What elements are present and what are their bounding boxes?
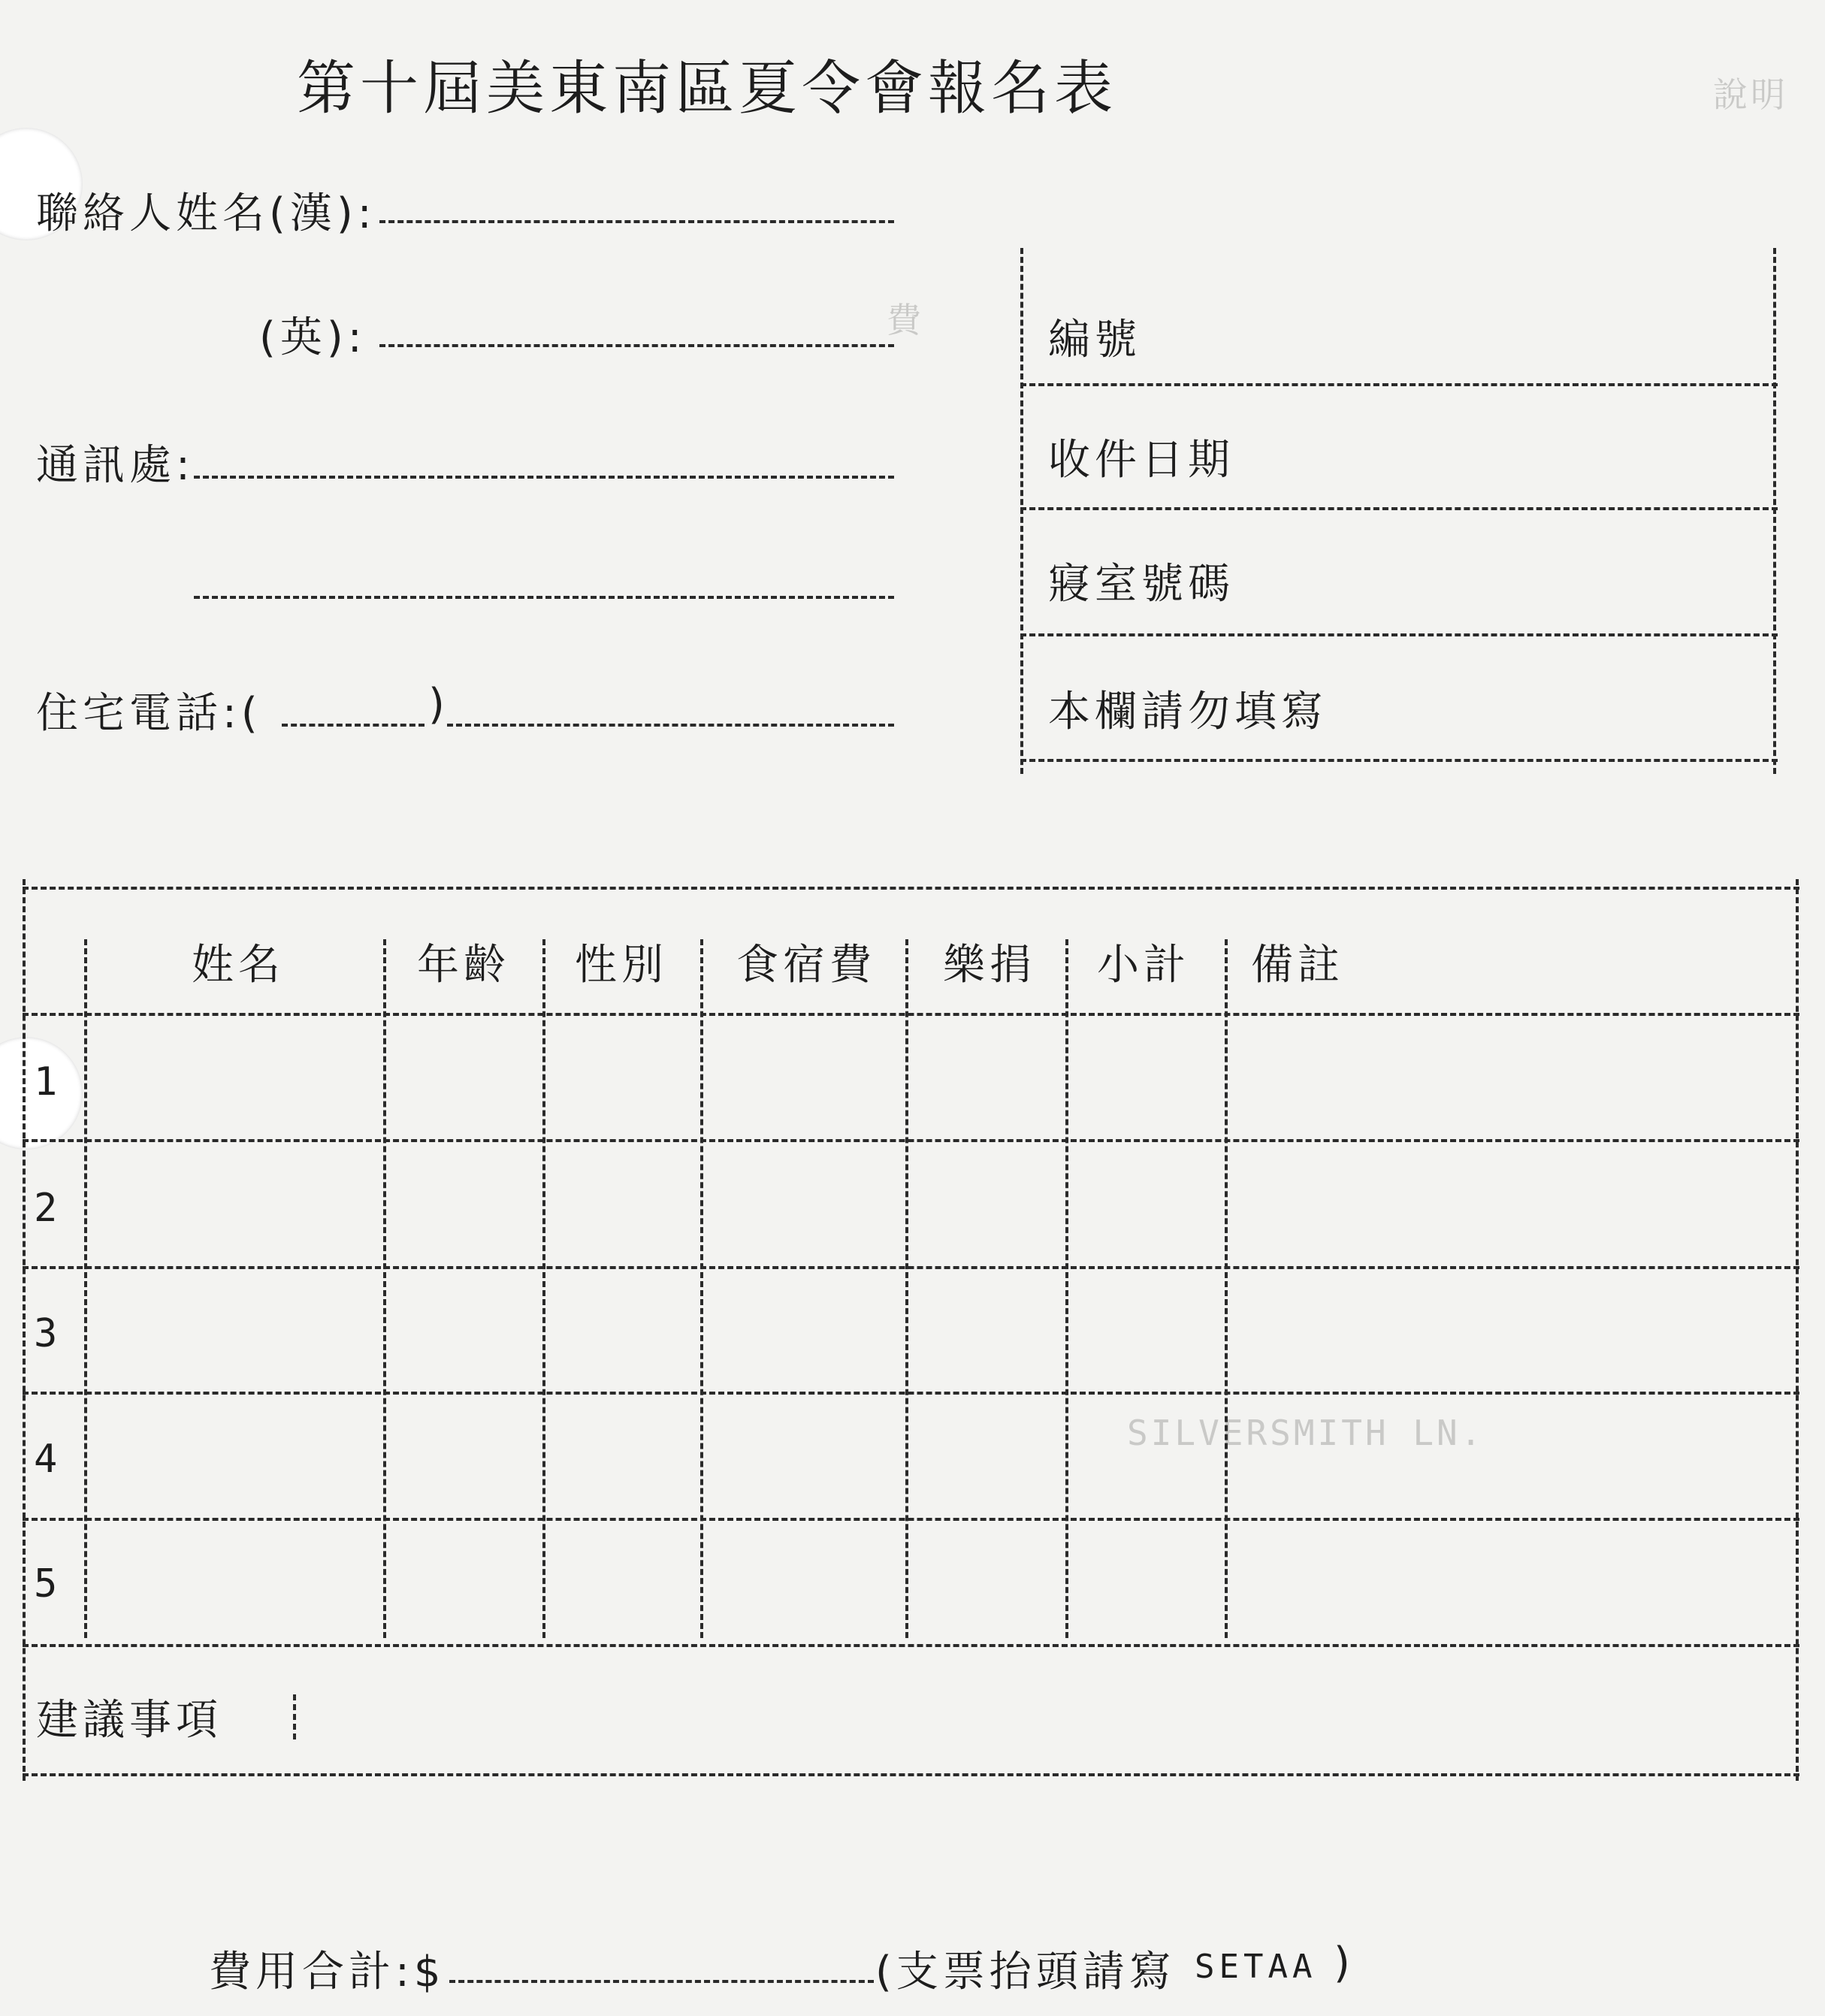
header-sex: 性別 [575,941,668,990]
column-separator [905,939,911,1638]
office-divider-4 [1020,759,1778,762]
total-fee-field[interactable] [449,1980,874,1983]
column-separator [1225,939,1231,1638]
row-number: 5 [34,1561,58,1606]
suggestions-separator [293,1694,299,1739]
address-field-line-1[interactable] [194,476,894,479]
row-number: 2 [34,1186,58,1231]
row-number: 3 [34,1311,58,1356]
suggestions-label: 建議事項 [36,1696,222,1745]
bleed-through-text: SILVERSMITH LN. [1127,1413,1485,1453]
check-payee-name: SETAA [1195,1948,1317,1986]
phone-area-code-field[interactable] [282,724,425,727]
form-title: 第十屆美東南區夏令會報名表 [297,55,1118,122]
bleed-through-text: 費 [887,300,924,340]
office-number-label: 編號 [1048,316,1141,364]
row-number: 4 [34,1437,58,1482]
table-bottom-border [23,1773,1799,1776]
contact-name-en-label: (英): [259,313,367,362]
office-received-date-label: 收件日期 [1048,436,1234,485]
header-remarks: 備註 [1251,941,1344,990]
office-box-right-edge [1773,248,1779,774]
contact-name-cn-field[interactable] [379,220,894,223]
office-divider-1 [1020,383,1778,386]
total-fee-label: 費用合計:$ [209,1948,446,1996]
table-left-edge [23,879,29,1781]
address-field-line-2[interactable] [194,596,894,599]
header-age: 年齡 [417,941,510,990]
column-separator [1065,939,1071,1638]
header-donation: 樂捐 [943,941,1036,990]
table-top-border [23,887,1799,890]
check-payee-note: (支票抬頭請寫 [875,1948,1176,1996]
check-payee-close-paren: ) [1330,1939,1360,1987]
row-number: 1 [34,1059,58,1105]
column-separator [383,939,389,1638]
table-right-edge [1796,879,1802,1781]
contact-name-en-field[interactable] [379,344,894,347]
phone-number-field[interactable] [447,724,894,727]
row-divider [23,1644,1799,1647]
header-name: 姓名 [192,941,285,990]
office-use-note: 本欄請勿填寫 [1048,688,1328,736]
column-separator [84,939,90,1638]
bleed-through-text: 說明 [1713,74,1788,115]
office-box-divider [1020,248,1026,774]
header-fee: 食宿費 [736,941,876,990]
phone-close-paren: ) [425,680,455,729]
column-separator [542,939,548,1638]
column-separator [700,939,706,1638]
header-subtotal: 小計 [1097,941,1190,990]
contact-name-cn-label: 聯絡人姓名(漢): [36,189,376,238]
office-divider-3 [1020,633,1778,636]
phone-label: 住宅電話:( [36,689,262,738]
office-room-number-label: 寢室號碼 [1048,560,1234,609]
address-label: 通訊處: [36,441,195,490]
office-divider-2 [1020,507,1778,510]
